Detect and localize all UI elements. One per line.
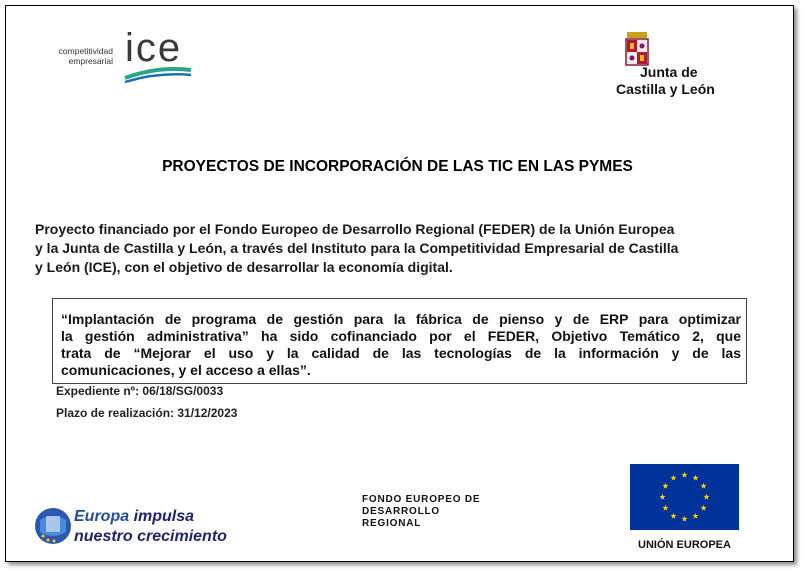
europa-word: Europa	[74, 508, 130, 525]
europa-impulsa-logo	[32, 502, 232, 550]
intro-line: Proyecto financiado por el Fondo Europeo de Desarrollo Regional (FEDER) de la Unión Europea	[35, 221, 675, 237]
feder-label	[362, 494, 480, 530]
feder-line: DESARROLLO	[362, 506, 440, 517]
intro-line: y la Junta de Castilla y León, a través del Instituto para la Competitividad Empresarial de Castilla	[35, 240, 679, 256]
project-quote	[61, 311, 741, 379]
coat-of-arms-icon	[624, 32, 650, 68]
europa-emblem-icon	[34, 506, 72, 546]
quote-line: trata de “Mejorar el uso y la calidad de las tecnologías de la información y de las	[61, 345, 741, 361]
page-title: PROYECTOS DE INCORPORACIÓN DE LAS TIC EN LAS PYMES	[162, 158, 633, 175]
intro-paragraph	[35, 220, 757, 277]
eu-flag-icon	[630, 464, 739, 530]
intro-line: y León (ICE), con el objetivo de desarrollar la economía digital.	[35, 259, 453, 275]
ice-logo-line1: competitividad	[58, 46, 113, 56]
junta-logo	[612, 30, 742, 100]
expediente-number: Expediente nº: 06/18/SG/0033	[56, 384, 224, 398]
project-quote-box	[52, 298, 747, 384]
quote-line: comunicaciones, y el acceso a ellas”.	[61, 362, 311, 378]
ice-logo	[35, 28, 195, 88]
union-europea-label: UNIÓN EUROPEA	[638, 539, 731, 551]
ice-swoosh-icon	[123, 64, 193, 84]
feder-line: REGIONAL	[362, 518, 422, 529]
ice-logo-line2: empresarial	[68, 56, 113, 66]
quote-line: la gestión administrativa” ha sido cofinanciado por el FEDER, Objetivo Temático 2, que	[61, 328, 741, 344]
junta-logo-line1: Junta de	[640, 64, 698, 80]
nuestro-crecimiento: nuestro crecimiento	[74, 528, 227, 545]
quote-line: “Implantación de programa de gestión para la fábrica de pienso y de ERP para optimizar	[61, 311, 741, 327]
feder-line: FONDO EUROPEO DE	[362, 494, 481, 505]
plazo-realizacion: Plazo de realización: 31/12/2023	[56, 406, 238, 420]
junta-logo-line2: Castilla y León	[616, 81, 715, 97]
ice-logo-word: ice	[125, 26, 183, 70]
impulsa-word: impulsa	[133, 508, 195, 525]
